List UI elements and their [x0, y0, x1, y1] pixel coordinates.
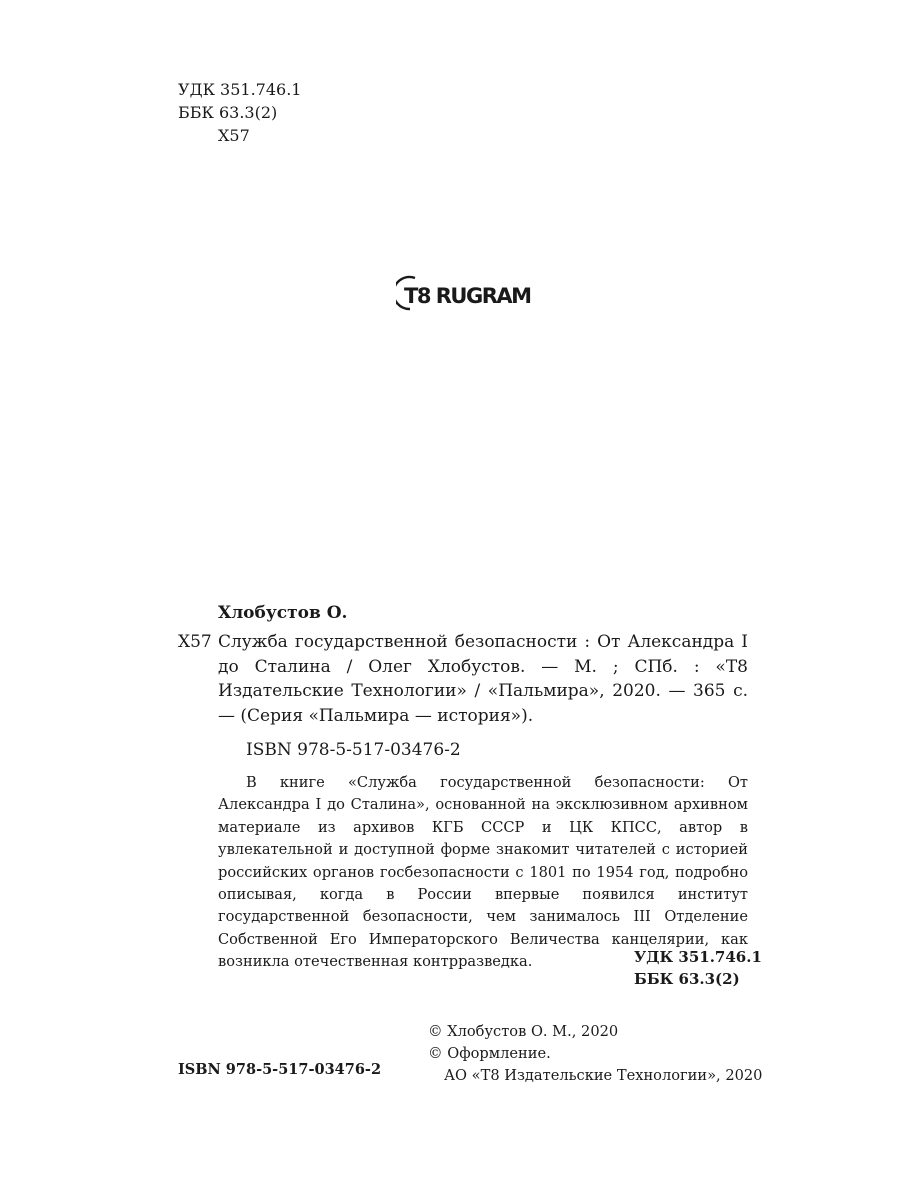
- bbk-code: ББК 63.3(2): [178, 103, 278, 122]
- udk-code: УДК 351.746.1: [178, 80, 302, 99]
- footer-isbn: ISBN 978-5-517-03476-2: [178, 1061, 382, 1078]
- footer-bbk-code: ББК 63.3(2): [634, 970, 740, 988]
- bibliographic-isbn: ISBN 978-5-517-03476-2: [246, 740, 461, 760]
- footer-udk-code: УДК 351.746.1: [634, 948, 762, 966]
- copyright-block: [428, 1021, 762, 1087]
- author-mark: Х57: [218, 126, 250, 145]
- t8-rugram-logo-icon: [396, 274, 536, 314]
- publisher-logo: [396, 274, 536, 314]
- bibliographic-author: Хлобустов О.: [218, 603, 348, 623]
- classification-codes: [178, 78, 301, 147]
- copyright-design: © Оформление.: [428, 1045, 551, 1062]
- svg-text:T8 RUGRAM: T8 RUGRAM: [404, 284, 531, 308]
- book-annotation: В книге «Служба государственной безопасности: От Александра I до Сталина», основанной на эксклюзивном архивном материале из архивов КГБ СССР и ЦК КПСС, автор в увлекательной и доступной форме знакомит читателей с историей российских органов госбезопасности с 1801 по 1954 год, подробно описывая, когда в России впервые появился институт государственной безопасности, чем занималось III Отделение Собственной Его Императорского Величества канцелярии, как возникла отечественная контрразведка.: [218, 774, 748, 971]
- bibliographic-author-mark: Х57: [178, 632, 212, 652]
- bibliographic-description: Служба государственной безопасности : От Александра I до Сталина / Олег Хлобустов. — М. ; СПб. : «Т8 Издательские Технологии» / «Пальмира», 2020. — 365 с. — (Серия «Пальмира — история»).: [218, 632, 748, 726]
- copyright-publisher: АО «Т8 Издательские Технологии», 2020: [444, 1067, 763, 1084]
- copyright-author: © Хлобустов О. М., 2020: [428, 1023, 619, 1040]
- footer-classification-codes: [634, 946, 762, 990]
